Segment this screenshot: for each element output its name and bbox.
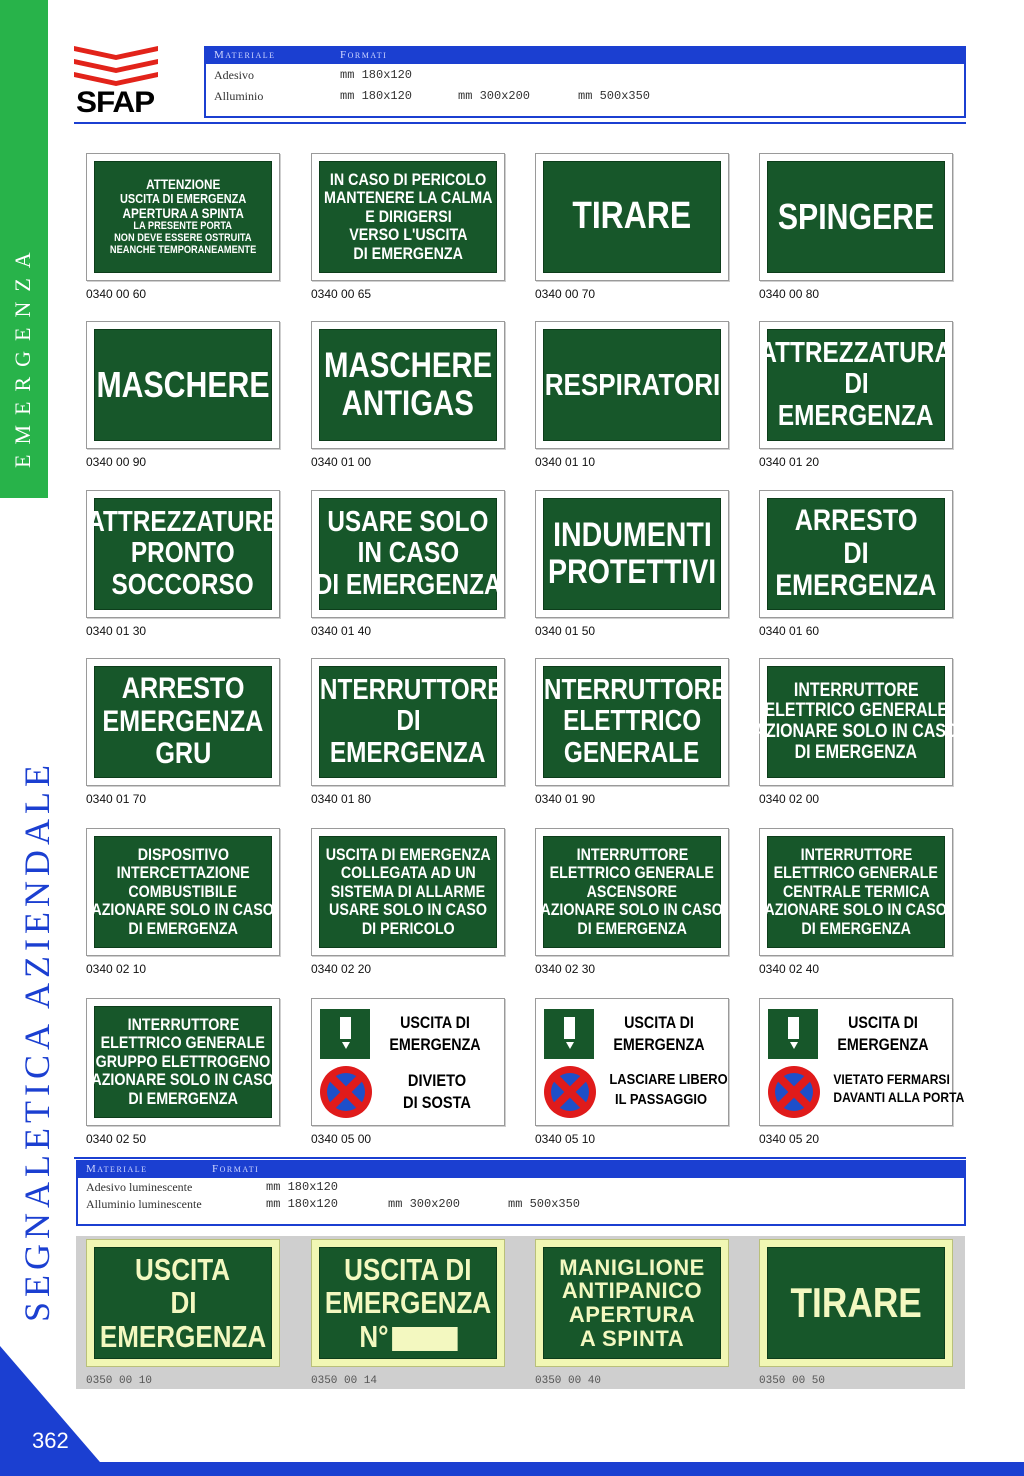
sign-text-line: LA PRESENTE PORTA	[133, 220, 233, 233]
emergency-exit-icon	[768, 1009, 818, 1059]
header-formati: Formati	[340, 49, 388, 61]
sign-panel	[86, 153, 280, 281]
luminescent-sign-item	[759, 1239, 953, 1387]
sign-item	[86, 828, 280, 976]
sign-text-line: SPINGERE	[777, 195, 935, 237]
sign-panel	[535, 153, 729, 281]
section-rule	[74, 1157, 966, 1159]
product-code: 0340 02 50	[86, 1132, 147, 1146]
sign-text-line: ELETTRICO GENERALE	[100, 1033, 266, 1053]
sign-text-line: GRU	[154, 737, 211, 771]
sign-text-line: INTERRUTTORE	[312, 674, 504, 707]
sign-text-line: USCITA DI EMERGENZA	[325, 845, 491, 865]
sign-text-line: ANTIPANICO	[561, 1278, 703, 1304]
no-parking-icon	[320, 1066, 372, 1118]
sign-top-text	[377, 1012, 493, 1056]
sign-text-line: RESPIRATORI	[544, 367, 720, 403]
sign-face	[87, 498, 279, 610]
sign-text-line: ASCENSORE	[586, 881, 678, 901]
materials-table	[204, 46, 966, 118]
product-code: 0340 02 40	[759, 962, 820, 976]
sign-text-line: MANTENERE LA CALMA	[323, 188, 493, 208]
sign-top-text	[601, 1012, 717, 1056]
product-code: 0340 00 60	[86, 287, 147, 301]
sign-text-line: IL PASSAGGIO	[615, 1090, 707, 1108]
sign-panel	[311, 998, 505, 1126]
sign-text-line: DI EMERGENZA	[314, 568, 502, 601]
sign-face	[91, 836, 275, 948]
sign-text-line: MASCHERE	[96, 363, 270, 405]
sign-panel	[759, 490, 953, 618]
materials-table-luminescent	[76, 1160, 966, 1226]
sign-text-line: EMERGENZA	[102, 704, 264, 738]
sign-text-line: USCITA DI	[400, 1013, 470, 1032]
product-code: 0340 00 70	[535, 287, 596, 301]
sign-panel	[86, 998, 280, 1126]
sign-text-line: MASCHERE	[323, 346, 493, 386]
section-tab	[0, 0, 48, 498]
sign-face	[543, 498, 721, 610]
sign-text-line: ELETTRICO GENERALE	[773, 863, 939, 883]
sign-item	[759, 321, 953, 469]
sign-text-line: DI PERICOLO	[361, 918, 455, 938]
sign-panel	[535, 658, 729, 786]
number-blank-field	[392, 1327, 458, 1351]
sign-text-line: USARE SOLO IN CASO	[329, 900, 487, 920]
sign-face	[94, 161, 272, 273]
table-header	[78, 1162, 964, 1178]
sign-top-text	[825, 1012, 941, 1056]
sign-item	[759, 153, 953, 301]
sign-face	[319, 836, 497, 948]
sign-text-line: SOCCORSO	[111, 568, 255, 601]
sign-text-line: CENTRALE TERMICA	[782, 881, 930, 901]
sign-panel	[311, 490, 505, 618]
sign-text-line: AZIONARE SOLO IN CASO	[91, 900, 275, 920]
sign-text-line: ATTENZIONE	[145, 176, 221, 193]
product-code: 0340 00 80	[759, 287, 820, 301]
product-code: 0340 01 00	[311, 455, 372, 469]
product-code: 0340 01 40	[311, 624, 372, 638]
sign-panel	[535, 321, 729, 449]
sign-text-line: A SPINTA	[579, 1325, 685, 1351]
sign-text-line: NEANCHE TEMPORANEAMENTE	[109, 244, 257, 257]
sign-panel	[759, 998, 965, 1126]
sign-panel	[535, 490, 729, 618]
sign-item	[86, 321, 280, 469]
emergency-exit-icon	[320, 1009, 370, 1059]
sign-text-line: N°	[358, 1318, 389, 1354]
sign-item	[86, 998, 280, 1146]
sign-item	[86, 658, 280, 806]
sign-text-line: APERTURA A SPINTA	[122, 205, 244, 222]
sign-face	[543, 1247, 721, 1359]
sign-text-line: ANTIGAS	[341, 384, 475, 423]
sign-text-line: DI	[395, 705, 421, 738]
sign-text-line: INTERRUTTORE	[576, 845, 688, 865]
sign-text-line: INTERRUTTORE	[127, 1015, 239, 1035]
table-row: Adesivo mm 180x120	[214, 68, 413, 82]
sign-text-line: ELETTRICO GENERALE	[549, 863, 715, 883]
sign-text-line: AZIONARE SOLO IN CASO	[754, 721, 958, 742]
sign-text-line: MANIGLIONE	[559, 1254, 705, 1280]
sign-text-line: EMERGENZA	[775, 569, 937, 603]
product-code: 0340 01 10	[535, 455, 596, 469]
table-row: Adesivo luminescente mm 180x120	[86, 1180, 339, 1194]
header-rule	[74, 122, 966, 124]
sign-face	[94, 329, 272, 441]
sign-face	[767, 1006, 965, 1118]
sign-bottom-text	[377, 1070, 497, 1114]
product-code: 0340 02 20	[311, 962, 372, 976]
sign-text-line: EMERGENZA	[324, 1285, 492, 1321]
product-code: 0340 05 10	[535, 1132, 596, 1146]
sign-text-line: USCITA	[135, 1251, 231, 1287]
sign-text-line: USCITA DI EMERGENZA	[119, 191, 247, 207]
sign-item	[311, 490, 505, 638]
sign-item	[535, 490, 729, 638]
sign-text-line: DI EMERGENZA	[801, 918, 911, 938]
product-code: 0350 00 50	[759, 1375, 826, 1387]
no-parking-icon	[768, 1066, 820, 1118]
sign-item	[759, 828, 953, 976]
sign-text-line: LASCIARE LIBERO	[609, 1071, 728, 1088]
sign-face	[543, 1006, 728, 1118]
product-code: 0350 00 40	[535, 1375, 602, 1387]
sign-face	[543, 329, 721, 441]
sign-item	[86, 153, 280, 301]
product-code: 0340 05 20	[759, 1132, 820, 1146]
sign-text-line: TIRARE	[790, 1279, 922, 1327]
sign-face	[314, 498, 502, 610]
sign-face	[540, 836, 724, 948]
sign-bottom-text	[825, 1070, 965, 1106]
sign-item	[759, 998, 965, 1146]
catalog-title: SEGNALETICA AZIENDALE	[17, 760, 57, 1322]
header-materiale: Materiale	[86, 1163, 148, 1175]
sign-text-line: DI EMERGENZA	[794, 741, 918, 763]
sign-face	[319, 329, 497, 441]
sign-text-line: DI EMERGENZA	[128, 918, 238, 938]
sign-text-line: INTERCETTAZIONE	[116, 863, 250, 883]
sfap-logo	[74, 46, 158, 120]
sign-panel	[86, 658, 280, 786]
sign-face	[543, 161, 721, 273]
sign-text-line: EMERGENZA	[330, 736, 486, 769]
sign-panel	[759, 153, 953, 281]
sign-text-line: EMERGENZA	[613, 1035, 705, 1055]
sign-text-line: GRUPPO ELETTROGENO	[95, 1051, 271, 1071]
sign-item	[754, 658, 958, 806]
sign-text-line: USARE SOLO	[327, 506, 489, 539]
header-materiale: Materiale	[214, 49, 276, 61]
sign-text-line: DI	[843, 536, 869, 570]
sign-face	[319, 1247, 497, 1359]
header-formati: Formati	[212, 1163, 260, 1175]
sign-panel	[535, 828, 729, 956]
sign-panel	[311, 658, 505, 786]
sign-text-line: ATTREZZATURE	[87, 506, 279, 539]
sign-text-line: PRONTO	[131, 537, 235, 570]
product-code: 0340 01 70	[86, 792, 147, 806]
sign-text-line: VERSO L'USCITA	[348, 225, 468, 245]
product-code: 0340 00 90	[86, 455, 147, 469]
sign-face	[767, 1247, 945, 1359]
sign-face	[319, 161, 497, 273]
sign-face	[536, 666, 728, 778]
sign-panel	[535, 998, 729, 1126]
sign-text-line: ATTREZZATURA	[759, 337, 953, 370]
sign-text-line: USCITA DI	[848, 1013, 918, 1032]
section-label: EMERGENZA	[10, 242, 35, 468]
no-parking-icon	[544, 1066, 596, 1118]
sign-text-line: NON DEVE ESSERE OSTRUITA	[114, 232, 252, 245]
sign-text-line: AZIONARE SOLO IN CASO	[91, 1070, 275, 1090]
sign-text-line: GENERALE	[564, 736, 700, 769]
sign-text-line: DI EMERGENZA	[353, 243, 463, 263]
sign-panel	[86, 321, 280, 449]
sign-item	[535, 153, 729, 301]
sign-face	[764, 836, 948, 948]
sign-face	[767, 161, 945, 273]
sign-text-line: COLLEGATA AD UN	[340, 863, 476, 883]
sign-text-line: DAVANTI ALLA PORTA	[833, 1089, 965, 1106]
table-row: Alluminio mm 180x120 mm 300x200 mm 500x350	[214, 89, 651, 103]
sign-panel	[759, 321, 953, 449]
sign-text-line: E DIRIGERSI	[364, 206, 452, 226]
sign-panel	[759, 1239, 953, 1367]
emergency-exit-icon	[544, 1009, 594, 1059]
sign-panel	[535, 1239, 729, 1367]
sign-text-line: INTERRUTTORE	[800, 845, 912, 865]
sign-face	[94, 666, 272, 778]
sign-text-line: ELETTRICO GENERALE	[764, 700, 948, 722]
product-code: 0340 01 30	[86, 624, 147, 638]
logo-text: SFAP	[76, 86, 155, 119]
sign-text-line: INTERRUTTORE	[793, 679, 919, 701]
sign-text-line: VIETATO FERMARSI	[833, 1071, 950, 1087]
sign-item	[311, 321, 505, 469]
sign-face	[759, 329, 953, 441]
sign-text-line: AZIONARE SOLO IN CASO	[540, 900, 724, 920]
product-code: 0340 01 50	[535, 624, 596, 638]
sign-text-line: ARRESTO	[794, 504, 918, 538]
logo-chevron-icon	[74, 59, 158, 73]
sign-text-line: DIVIETO	[407, 1071, 467, 1090]
sign-panel	[754, 658, 958, 786]
sign-item	[535, 658, 729, 806]
sign-text-line: INDUMENTI	[552, 516, 712, 555]
product-code: 0340 05 00	[311, 1132, 372, 1146]
product-code: 0340 01 80	[311, 792, 372, 806]
table-header	[206, 48, 964, 64]
sign-text-line: EMERGENZA	[99, 1318, 267, 1354]
sign-panel	[311, 321, 505, 449]
sign-text-line: ARRESTO	[121, 672, 245, 706]
sign-face	[91, 1006, 275, 1118]
sign-face	[319, 1006, 497, 1118]
sign-text-line: DI	[843, 368, 869, 401]
product-code: 0340 02 30	[535, 962, 596, 976]
sign-item	[311, 998, 505, 1146]
product-code: 0340 02 10	[86, 962, 147, 976]
sign-text-line: COMBUSTIBILE	[128, 881, 238, 901]
sign-face	[754, 666, 958, 778]
product-code: 0340 02 00	[759, 792, 820, 806]
page-number: 362	[32, 1428, 69, 1453]
sign-text-line: PROTETTIVI	[547, 553, 717, 591]
sign-text-line: DI	[169, 1285, 197, 1321]
sign-item	[86, 490, 280, 638]
sign-text-line: IN CASO	[357, 537, 459, 570]
sign-text-line: DI SOSTA	[403, 1093, 471, 1113]
sign-text-line: ELETTRICO	[562, 705, 702, 738]
sign-panel	[311, 828, 505, 956]
sign-text-line: EMERGENZA	[778, 399, 934, 432]
sign-text-line: DI EMERGENZA	[577, 918, 687, 938]
sign-panel	[86, 828, 280, 956]
luminescent-sign-item	[311, 1239, 505, 1387]
sign-item	[759, 490, 953, 638]
table-row: Alluminio luminescente mm 180x120 mm 300x200 mm 500x350	[86, 1197, 581, 1211]
sign-face	[767, 498, 945, 610]
sign-panel	[86, 490, 280, 618]
sign-face	[312, 666, 504, 778]
product-code: 0350 00 10	[86, 1375, 153, 1387]
sign-text-line: DISPOSITIVO	[137, 845, 229, 865]
product-code: 0340 00 65	[311, 287, 372, 301]
sign-text-line: SISTEMA DI ALLARME	[330, 881, 486, 901]
sign-panel	[311, 153, 505, 281]
sign-number-line	[359, 1320, 457, 1353]
product-code: 0340 01 20	[759, 455, 820, 469]
sign-text-line: AZIONARE SOLO IN CASO	[764, 900, 948, 920]
sign-item	[311, 153, 505, 301]
sign-bottom-text	[601, 1070, 728, 1109]
sign-text-line: APERTURA	[568, 1302, 696, 1327]
sign-item	[311, 828, 505, 976]
sign-text-line: DI EMERGENZA	[128, 1088, 238, 1108]
sign-text-line: IN CASO DI PERICOLO	[329, 170, 487, 190]
sign-item	[311, 658, 505, 806]
sign-panel	[759, 828, 953, 956]
sign-text-line: INTERRUTTORE	[536, 674, 728, 707]
sign-face	[94, 1247, 272, 1359]
sign-item	[535, 998, 729, 1146]
bottom-bar	[0, 1462, 1024, 1476]
logo-chevron-icon	[74, 72, 158, 86]
luminescent-sign-item	[86, 1239, 280, 1387]
sign-panel	[86, 1239, 280, 1367]
sign-text-line: USCITA DI	[344, 1251, 472, 1287]
sign-item	[535, 321, 729, 469]
sign-item	[535, 828, 729, 976]
sign-text-line: EMERGENZA	[389, 1035, 481, 1055]
sign-text-line: USCITA DI	[624, 1013, 694, 1032]
sign-text-line: EMERGENZA	[837, 1035, 929, 1055]
sign-panel	[311, 1239, 505, 1367]
luminescent-sign-item	[535, 1239, 729, 1387]
product-code: 0340 01 60	[759, 624, 820, 638]
product-code: 0350 00 14	[311, 1375, 378, 1387]
product-code: 0340 01 90	[535, 792, 596, 806]
logo-chevron-icon	[74, 46, 158, 60]
sign-text-line: TIRARE	[572, 195, 692, 238]
